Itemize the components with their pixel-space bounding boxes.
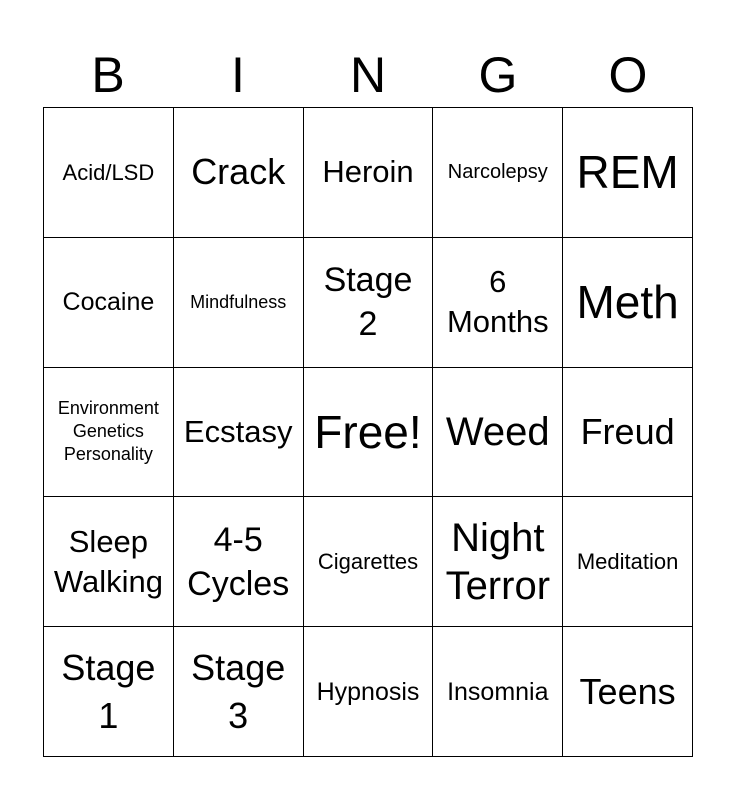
bingo-cell[interactable] [433, 497, 563, 627]
bingo-cell[interactable] [304, 108, 434, 238]
bingo-cell[interactable] [563, 368, 693, 498]
cell-text: Stage 3 [191, 646, 286, 736]
bingo-cell[interactable] [174, 238, 304, 368]
cell-text: Sleep Walking [53, 523, 163, 599]
bingo-cell[interactable] [44, 108, 174, 238]
bingo-cell[interactable] [44, 497, 174, 627]
cell-text: Weed [445, 409, 550, 454]
bingo-cell[interactable] [44, 627, 174, 757]
bingo-cell[interactable] [304, 368, 434, 498]
bingo-cell[interactable] [174, 368, 304, 498]
bingo-cell[interactable] [433, 368, 563, 498]
cell-text: 4-5 Cycles [187, 520, 290, 603]
bingo-cell[interactable] [433, 627, 563, 757]
cell-text: Cocaine [62, 288, 155, 317]
cell-text: Freud [580, 410, 675, 452]
bingo-cell[interactable] [433, 238, 563, 368]
bingo-cell[interactable] [44, 238, 174, 368]
cell-text: Narcolepsy [447, 161, 548, 184]
bingo-cell[interactable] [174, 497, 304, 627]
cell-text: Acid/LSD [62, 159, 155, 185]
cell-text: Crack [191, 151, 286, 193]
bingo-cell[interactable] [174, 108, 304, 238]
cell-text: Environment Genetics Personality [57, 398, 159, 465]
cell-text: Stage 2 [323, 261, 413, 344]
bingo-header [43, 44, 693, 106]
cell-text: Stage 1 [61, 646, 156, 736]
bingo-grid [43, 107, 693, 757]
cell-text: Teens [579, 670, 676, 712]
bingo-cell[interactable] [563, 627, 693, 757]
bingo-cell[interactable] [304, 627, 434, 757]
cell-text: Ecstasy [183, 413, 293, 449]
cell-text: Insomnia [447, 677, 549, 706]
header-letter-o: O [608, 47, 648, 103]
header-letter-g: G [478, 47, 518, 103]
cell-text: Meditation [576, 549, 679, 575]
bingo-cell[interactable] [174, 627, 304, 757]
cell-text: Hypnosis [316, 677, 420, 706]
cell-text: Mindfulness [190, 291, 287, 312]
bingo-cell[interactable] [44, 368, 174, 498]
free-space: Free! [314, 405, 422, 458]
bingo-cell[interactable] [563, 238, 693, 368]
bingo-cell[interactable] [563, 497, 693, 627]
bingo-cell[interactable] [304, 238, 434, 368]
bingo-cell[interactable] [433, 108, 563, 238]
cell-text: Night Terror [445, 515, 551, 608]
cell-text: Cigarettes [317, 549, 419, 575]
header-letter-n: N [349, 47, 387, 103]
header-letter-b: B [91, 47, 125, 103]
bingo-cell[interactable] [304, 497, 434, 627]
cell-text: 6 Months [446, 264, 549, 340]
cell-text: REM [576, 146, 679, 199]
cell-text: Meth [576, 276, 679, 329]
cell-text: Heroin [322, 154, 414, 190]
bingo-cell[interactable] [563, 108, 693, 238]
header-letter-i: I [231, 47, 245, 103]
